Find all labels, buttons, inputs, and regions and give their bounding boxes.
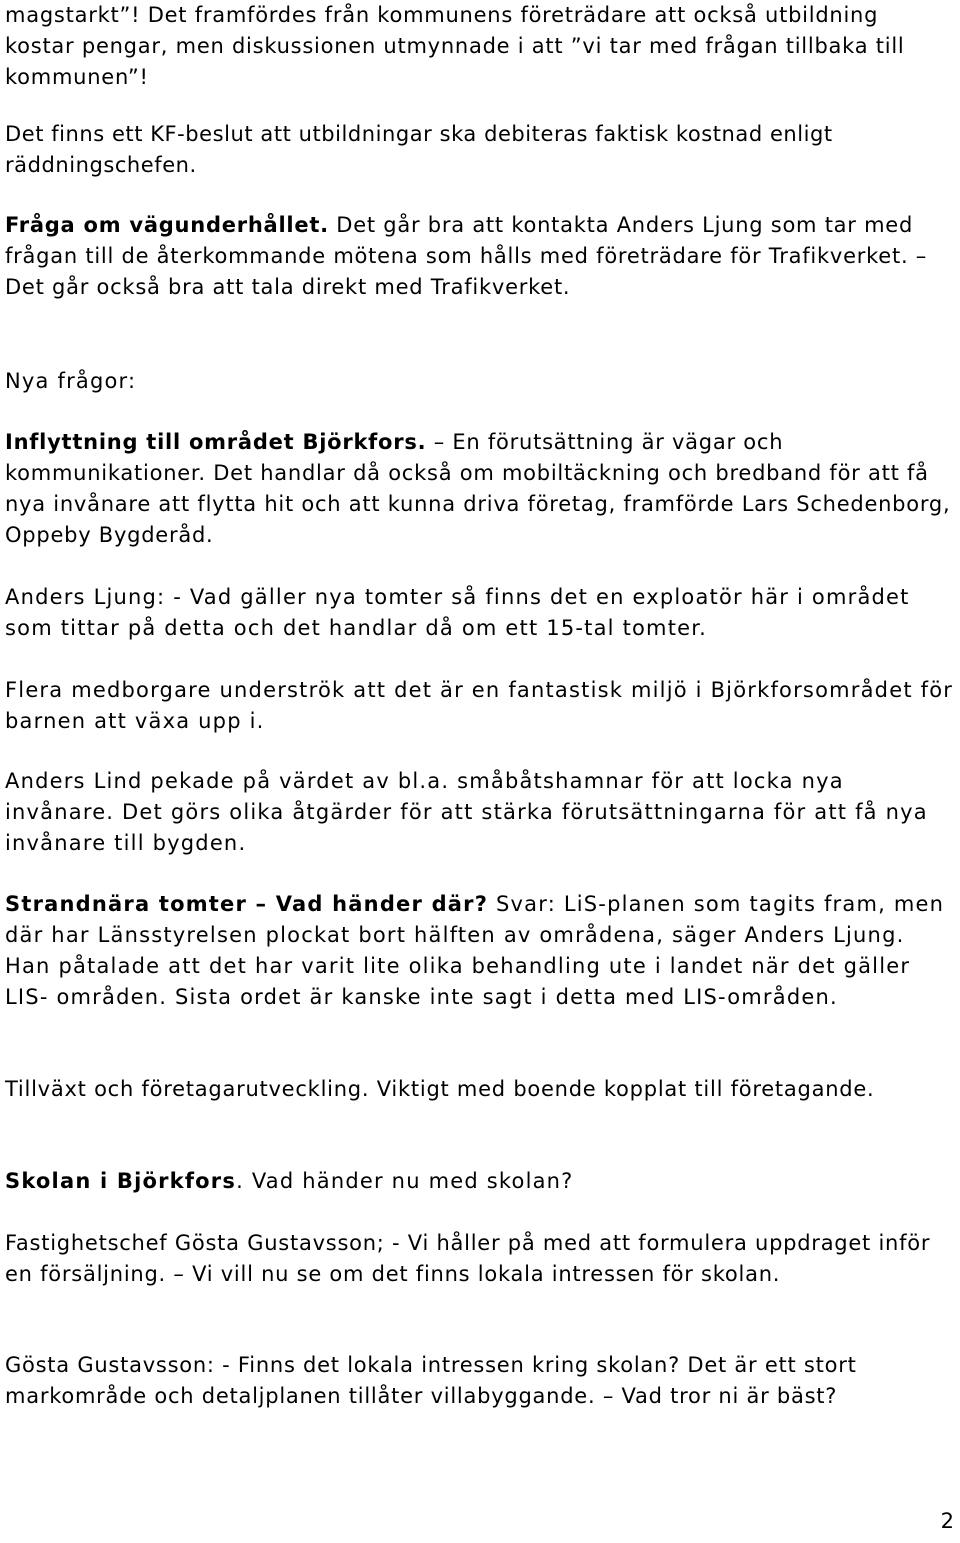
heading-skolan: Skolan i Björkfors — [5, 1169, 237, 1193]
heading-inflyttning: Inflyttning till området Björkfors. — [5, 430, 427, 454]
road-maintenance-text: Det går bra att kontakta Anders Ljung som tar med frågan till de återkommande mötena som hålls med företrädare för Trafikverket. – Det går också bra att tala direkt med Trafikverket. — [5, 213, 928, 299]
paragraph-fantastisk-miljo: Flera medborgare underströk att det är en fantastisk miljö i Björkforsområdet för barnen att växa upp i. — [5, 678, 954, 733]
paragraph-fastighetschef: Fastighetschef Gösta Gustavsson; - Vi håller på med att formulera uppdraget inför en försäljning. – Vi vill nu se om det finns lokala intressen för skolan. — [5, 1231, 931, 1286]
paragraph-strandnara-tomter — [5, 889, 955, 1013]
paragraph-kf-decision: Det finns ett KF-beslut att utbildningar ska debiteras faktisk kostnad enligt räddningschefen. — [5, 122, 833, 177]
paragraph-inflyttning — [5, 427, 955, 551]
strandnara-tomter-text: Svar: LiS-planen som tagits fram, men där har Länsstyrelsen plockat bort hälften av områdena, säger Anders Ljung. Han påtalade att det har varit lite olika behandling ute i landet när det gäller LIS- områden. Sista ordet är kanske inte sagt i detta med LIS-områden. — [5, 892, 945, 1009]
heading-road-maintenance: Fråga om vägunderhållet. — [5, 213, 329, 237]
paragraph-road-maintenance — [5, 210, 955, 303]
page-number: 2 — [940, 1509, 954, 1533]
inflyttning-text: – En förutsättning är vägar och kommunikationer. Det handlar då också om mobiltäckning och bredband för att få nya invånare att flytta hit och att kunna driva företag, framförde Lars Schedenborg, Oppeby Bygderåd. — [5, 430, 951, 547]
paragraph-anders-ljung-tomter: Anders Ljung: - Vad gäller nya tomter så finns det en exploatör här i området som tittar på detta och det handlar då om ett 15-tal tomter. — [5, 585, 910, 640]
paragraph-smabatshamnar: Anders Lind pekade på värdet av bl.a. småbåtshamnar för att locka nya invånare. Det görs olika åtgärder för att stärka förutsättningarna för att få nya invånare till bygden. — [5, 769, 928, 855]
paragraph-training-cost: magstarkt”! Det framfördes från kommunens företrädare att också utbildning kostar pengar, men diskussionen utmynnade i att ”vi tar med frågan tillbaka till kommunen”! — [5, 3, 905, 89]
new-questions-heading: Nya frågor: — [5, 369, 137, 393]
paragraph-skolan — [5, 1166, 955, 1197]
heading-strandnara-tomter: Strandnära tomter – Vad händer där? — [5, 892, 489, 916]
paragraph-gosta-gustavsson: Gösta Gustavsson: - Finns det lokala intressen kring skolan? Det är ett stort markområde och detaljplanen tillåter villabyggande. – Vad tror ni är bäst? — [5, 1353, 857, 1408]
paragraph-tillvaxt: Tillväxt och företagarutveckling. Viktigt med boende kopplat till företagande. — [5, 1077, 875, 1101]
skolan-text: . Vad händer nu med skolan? — [236, 1169, 574, 1193]
